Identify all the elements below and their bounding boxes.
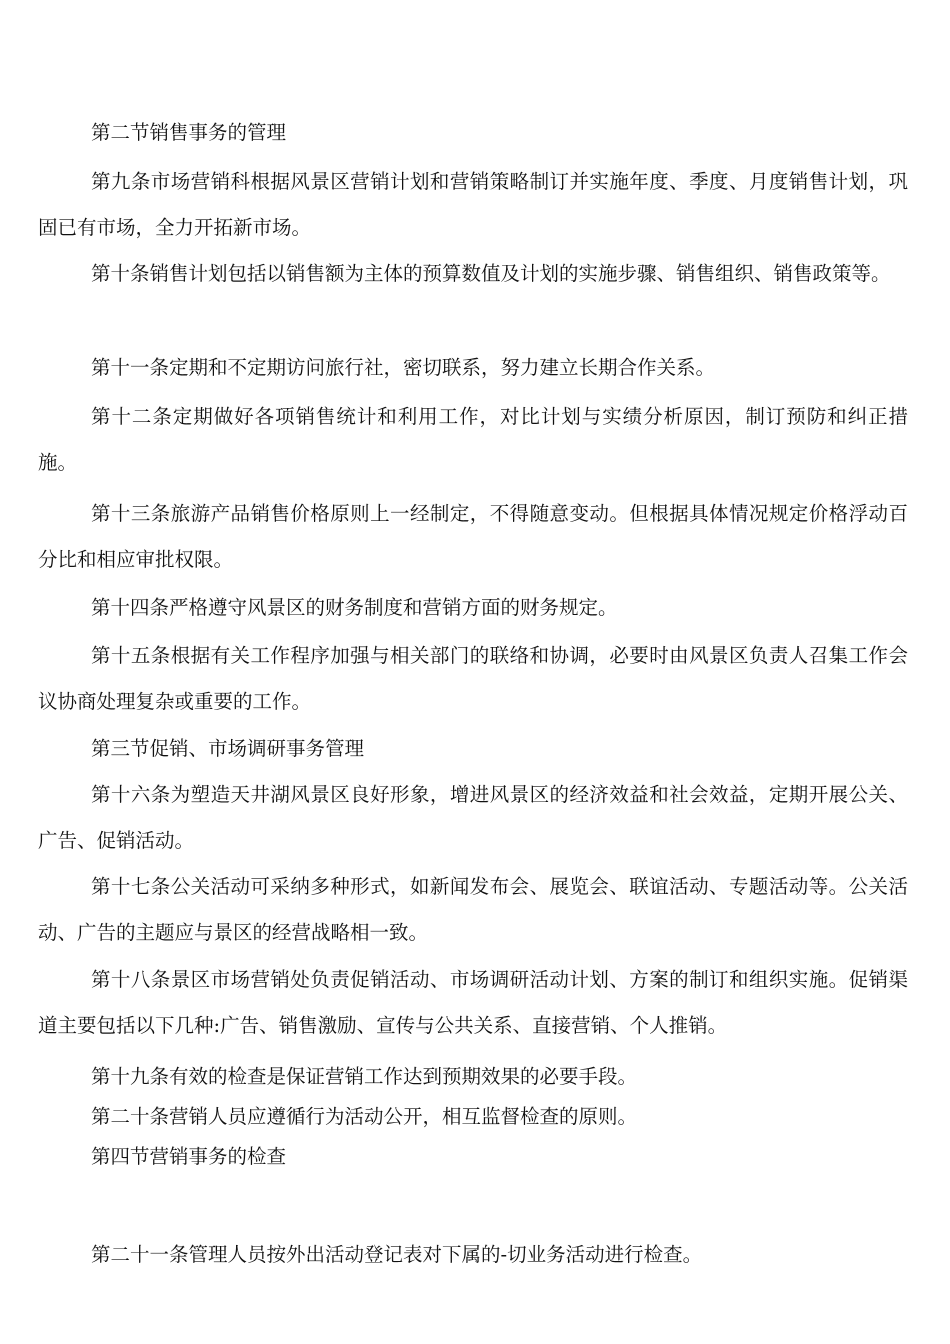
section-heading-4: 第四节营销事务的检查 (91, 1145, 287, 1168)
section-heading-2: 第二节销售事务的管理 (91, 121, 287, 144)
article-15: 第十五条根据有关工作程序加强与相关部门的联络和协调，必要时由风景区负责人召集工作会议协商处理复杂或重要的工作。 (38, 644, 908, 713)
article-16: 第十六条为塑造天井湖风景区良好形象，增进风景区的经济效益和社会效益，定期开展公关、广告、促销活动。 (38, 783, 908, 852)
article-19: 第十九条有效的检查是保证营销工作达到预期效果的必要手段。 (91, 1065, 638, 1088)
article-12: 第十二条定期做好各项销售统计和利用工作，对比计划与实绩分析原因，制订预防和纠正措施。 (38, 405, 908, 474)
article-18: 第十八条景区市场营销处负责促销活动、市场调研活动计划、方案的制订和组织实施。促销渠道主要包括以下几种:广告、销售激励、宣传与公共关系、直接营销、个人推销。 (38, 968, 908, 1037)
article-20: 第二十条营销人员应遵循行为活动公开，相互监督检查的原则。 (91, 1105, 638, 1128)
section-heading-3: 第三节促销、市场调研事务管理 (91, 737, 365, 760)
article-21: 第二十一条管理人员按外出活动登记表对下属的-切业务活动进行检查。 (91, 1243, 703, 1266)
article-13: 第十三条旅游产品销售价格原则上一经制定，不得随意变动。但根据具体情况规定价格浮动百分比和相应审批权限。 (38, 502, 908, 571)
article-10: 第十条销售计划包括以销售额为主体的预算数值及计划的实施步骤、销售组织、销售政策等。 (91, 262, 891, 285)
article-14: 第十四条严格遵守风景区的财务制度和营销方面的财务规定。 (91, 596, 618, 619)
article-11: 第十一条定期和不定期访问旅行社，密切联系，努力建立长期合作关系。 (91, 356, 716, 379)
article-17: 第十七条公关活动可采纳多种形式，如新闻发布会、展览会、联谊活动、专题活动等。公关活动、广告的主题应与景区的经营战略相一致。 (38, 875, 908, 944)
article-9: 第九条市场营销科根据风景区营销计划和营销策略制订并实施年度、季度、月度销售计划，巩固已有市场，全力开拓新市场。 (38, 170, 908, 239)
